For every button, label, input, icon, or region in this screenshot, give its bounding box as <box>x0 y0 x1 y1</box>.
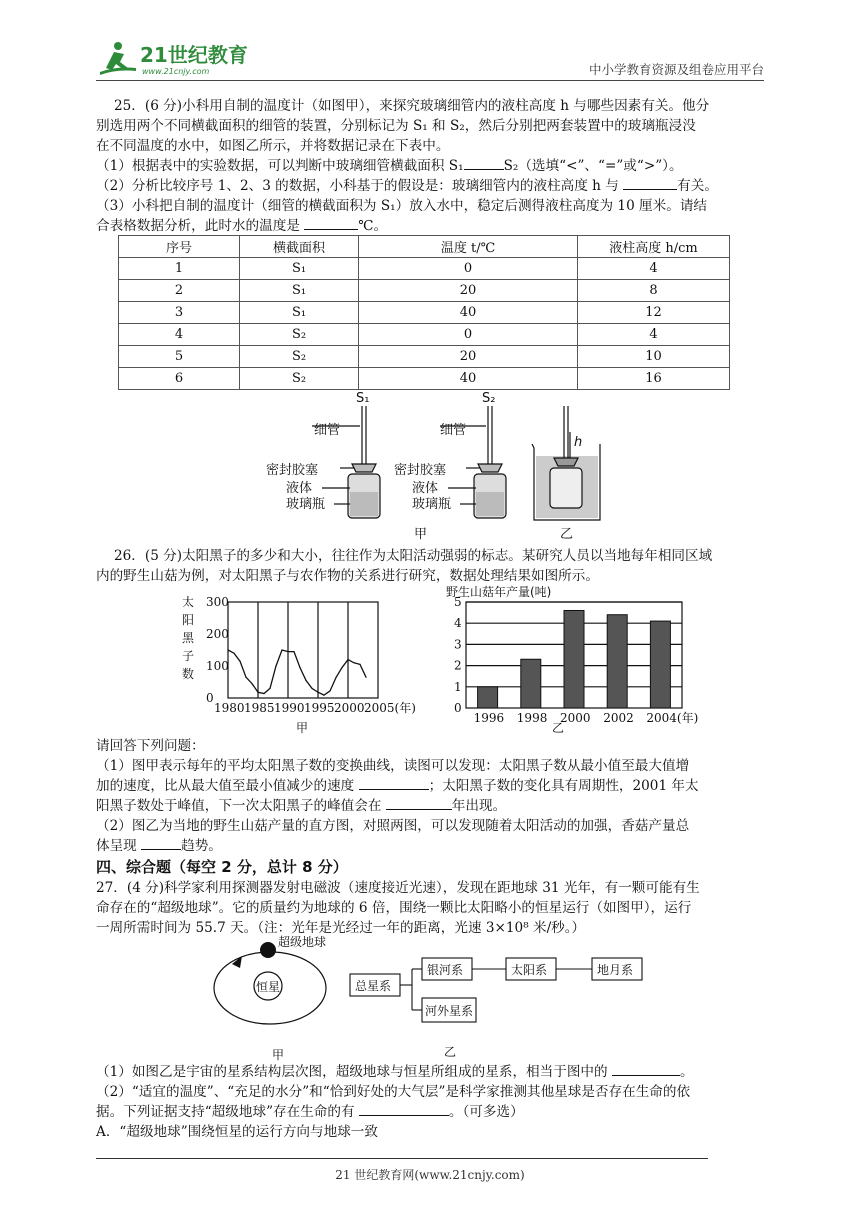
data-point <box>353 662 354 663</box>
x-tick-label: 1996 <box>473 711 505 725</box>
y-tick-label: 4 <box>454 616 462 631</box>
q26-sub2-cont <box>96 836 222 856</box>
data-point <box>293 651 294 652</box>
super-earth-dot <box>260 942 276 958</box>
q25-sub1 <box>96 156 683 176</box>
table-cell: 16 <box>578 368 730 390</box>
q26-sub1-cont <box>96 776 699 796</box>
q27-sub1-tail: 。 <box>679 1064 694 1080</box>
q25-sub2-tail: 有关。 <box>677 178 718 194</box>
fig-jia-label: 甲 <box>272 1048 285 1062</box>
data-point <box>269 688 270 689</box>
data-point <box>251 683 252 684</box>
sunspot-chart <box>178 588 428 736</box>
bar <box>478 687 498 708</box>
table-cell: 5 <box>119 346 240 368</box>
table-row <box>119 258 730 280</box>
data-point <box>365 677 366 678</box>
x-tick-label: 2000 <box>334 701 365 715</box>
y-tick-label: 0 <box>454 701 462 715</box>
q25-sub3-text: 合表格数据分析，此时水的温度是 <box>96 218 300 234</box>
fig-yi-label: 乙 <box>560 527 574 542</box>
y-tick-label: 3 <box>454 637 462 652</box>
data-point <box>287 651 288 652</box>
q26-sub2-tail: 趋势。 <box>181 838 222 854</box>
mushroom-chart <box>436 580 699 736</box>
table-cell: 0 <box>359 324 578 346</box>
q25-sub3-tail: ℃。 <box>358 218 388 234</box>
table-cell: 4 <box>578 324 730 346</box>
section-title: 四、综合题（每空 2 分，总计 8 分） <box>96 858 348 876</box>
data-point <box>323 695 324 696</box>
platform-name: 中小学教育资源及组卷应用平台 <box>588 62 764 77</box>
x-tick-label: 2002 <box>603 711 634 725</box>
q26-sub1: （1）图甲表示每年的平均太阳黑子数的变换曲线，读图可以发现：太阳黑子数从最小值至最大值增 <box>96 758 690 774</box>
bottle-label: 玻璃瓶 <box>412 497 452 512</box>
q27-option-a[interactable]: A．“超级地球”围绕恒星的运行方向与地球一致 <box>96 1124 378 1140</box>
footer-text: 21 世纪教育网(www.21cnjy.com) <box>335 1168 525 1182</box>
x-tick-label: 1985 <box>244 701 275 715</box>
s1-label: S₁ <box>356 391 370 406</box>
bar <box>521 659 541 708</box>
data-point <box>317 692 318 693</box>
ylabel-char: 子 <box>182 649 195 663</box>
x-tick-label: 2004(年) <box>646 711 699 725</box>
node-zongxingxi: 总星系 <box>355 979 392 993</box>
q25-sub2-text: （2）分析比较序号 1、2、3 的数据，小科基于的假设是：玻璃细管内的液柱高度 h 与 <box>96 178 619 194</box>
q26-please: 请回答下列问题： <box>96 738 205 754</box>
table-cell: 8 <box>578 280 730 302</box>
ylabel-char: 黑 <box>182 631 195 645</box>
galaxy-hierarchy-diagram <box>346 944 656 1064</box>
q27-sub2-cont <box>96 1102 524 1122</box>
ylabel-char: 数 <box>182 667 195 681</box>
q26-line2: 内的野生山菇为例，对太阳黑子与农作物的关系进行研究，数据处理结果如图所示。 <box>96 568 599 584</box>
q25-sub1-tail: S₂（选填“<”、“=”或“>”）。 <box>503 158 683 174</box>
q25-line3: 在不同温度的水中，如图乙所示，并将数据记录在下表中。 <box>96 138 450 154</box>
q26-sub1-text2: 阳黑子数处于峰值，下一次太阳黑子的峰值会在 <box>96 798 382 814</box>
node-yinhexi: 银河系 <box>427 963 464 977</box>
table-row <box>119 324 730 346</box>
x-tick-label: 2005(年) <box>364 701 416 715</box>
h-label: h <box>574 435 583 450</box>
tube-label: 细管 <box>314 423 341 438</box>
answer-blank[interactable] <box>141 836 181 850</box>
bar <box>564 610 584 708</box>
data-point <box>359 664 360 665</box>
table-cell: S₁ <box>240 302 359 324</box>
q27-sub1 <box>96 1062 694 1082</box>
q27-sub1-text: （1）如图乙是宇宙的星系结构层次图，超级地球与恒星所组成的星系，相当于图中的 <box>96 1064 608 1080</box>
stopper-label: 密封胶塞 <box>266 463 319 478</box>
super-earth-label: 超级地球 <box>278 935 327 949</box>
table-cell: S₂ <box>240 346 359 368</box>
tube-label: 细管 <box>440 423 467 438</box>
x-tick-label: 1998 <box>516 711 548 725</box>
chart-caption-jia: 甲 <box>296 721 309 735</box>
liquid-label: 液体 <box>412 481 439 496</box>
table-cell: 2 <box>119 280 240 302</box>
data-point <box>305 680 306 681</box>
y-tick-label: 0 <box>206 691 214 705</box>
data-point <box>311 688 312 689</box>
data-point <box>263 693 264 694</box>
table-cell: S₂ <box>240 368 359 390</box>
table-cell: 12 <box>578 302 730 324</box>
q26-sub2: （2）图乙为当地的野生山菇产量的直方图，对照两图，可以发现随着太阳活动的加强，香菇产量总 <box>96 818 690 834</box>
node-diyuexi: 地月系 <box>597 963 634 977</box>
orbit-diagram <box>206 934 346 1064</box>
s2-label: S₂ <box>482 391 496 406</box>
q26-sub2-text: 体呈现 <box>96 838 137 854</box>
data-point <box>233 653 234 654</box>
table-cell: S₁ <box>240 258 359 280</box>
stopper-label: 密封胶塞 <box>394 463 447 478</box>
answer-blank[interactable] <box>623 176 677 190</box>
q25-sub3: （3）小科把自制的温度计（细管的横截面积为 S₁）放入水中，稳定后测得液柱高度为 10 厘米。请结 <box>96 198 708 214</box>
thermometer-figure <box>250 392 630 542</box>
q26-sub1-tail: ；太阳黑子数的变化具有周期性，2001 年太 <box>428 778 699 794</box>
answer-blank[interactable] <box>386 796 452 810</box>
table-cell: 6 <box>119 368 240 390</box>
table-cell: 10 <box>578 346 730 368</box>
table-header-cell: 液柱高度 h/cm <box>578 236 730 258</box>
answer-blank[interactable] <box>359 1102 449 1116</box>
table-cell: S₂ <box>240 324 359 346</box>
q27-line1: 27．(4 分)科学家利用探测器发射电磁波（速度接近光速），发现在距地球 31 光年，有一颗可能有生 <box>96 880 700 896</box>
q25-sub3-cont <box>96 216 387 236</box>
table-row <box>119 346 730 368</box>
data-point <box>329 690 330 691</box>
star-label: 恒星 <box>256 980 281 994</box>
data-point <box>257 692 258 693</box>
table-cell: 20 <box>359 346 578 368</box>
plot-frame <box>228 602 378 698</box>
data-point <box>275 665 276 666</box>
y-tick-label: 100 <box>206 659 229 673</box>
answer-blank[interactable] <box>612 1062 680 1076</box>
liquid-label: 液体 <box>286 481 313 496</box>
data-point <box>347 659 348 660</box>
y-tick-label: 5 <box>454 595 462 609</box>
table-cell: 1 <box>119 258 240 280</box>
q25-line1: 25．(6 分)小科用自制的温度计（如图甲），来探究玻璃细管内的液柱高度 h 与哪些因素有关。他分 <box>114 98 710 114</box>
chart-title: 野生山菇年产量(吨) <box>446 585 552 599</box>
table-header-cell: 序号 <box>119 236 240 258</box>
node-hewaixingxi: 河外星系 <box>425 1004 474 1018</box>
answer-blank[interactable] <box>359 776 429 790</box>
table-row <box>119 368 730 390</box>
q27-line2: 命存在的“超级地球”。它的质量约为地球的 6 倍，围绕一颗比太阳略小的恒星运行（如图甲），运行 <box>96 900 692 916</box>
q25-sub1-text: （1）根据表中的实验数据，可以判断中玻璃细管横截面积 S₁ <box>96 158 464 174</box>
data-point <box>281 649 282 650</box>
data-point <box>245 677 246 678</box>
logo-url: www.21cnjy.com <box>142 67 210 76</box>
y-tick-label: 2 <box>454 658 462 673</box>
orbit-arrow-icon <box>232 956 242 968</box>
q26-line1: 26．(5 分)太阳黑子的多少和大小，往往作为太阳活动强弱的标志。某研究人员以当地每年相同区域 <box>114 548 713 564</box>
ylabel-char: 阳 <box>182 613 195 627</box>
y-tick-label: 300 <box>206 595 229 609</box>
q27-sub2-text: 据。下列证据支持“超级地球”存在生命的有 <box>96 1104 355 1120</box>
table-cell: S₁ <box>240 280 359 302</box>
q27-sub2-tail: 。（可多选） <box>448 1104 524 1120</box>
answer-blank[interactable] <box>464 156 504 170</box>
table-cell: 20 <box>359 280 578 302</box>
table-header-row <box>119 236 730 258</box>
x-tick-label: 1980 <box>214 701 245 715</box>
data-point <box>341 667 342 668</box>
q25-sub2 <box>96 176 718 196</box>
y-tick-label: 200 <box>206 627 229 641</box>
table-cell: 40 <box>359 368 578 390</box>
logo-title: 21世纪教育 <box>140 43 248 67</box>
fig-jia-label: 甲 <box>414 527 428 542</box>
q27-sub2: （2）“适宜的温度”、“充足的水分”和“恰到好处的大气层”是科学家推测其他星球是否存在生命的依 <box>96 1084 691 1100</box>
table-row <box>119 302 730 324</box>
q26-sub1-cont2 <box>96 796 506 816</box>
fig-yi-label: 乙 <box>444 1045 457 1059</box>
x-tick-label: 1995 <box>304 701 335 715</box>
ylabel-char: 太 <box>182 595 195 609</box>
table-cell: 40 <box>359 302 578 324</box>
table-cell: 4 <box>119 324 240 346</box>
data-table <box>118 235 730 390</box>
table-header-cell: 横截面积 <box>240 236 359 258</box>
bottle-label: 玻璃瓶 <box>286 497 326 512</box>
x-tick-label: 1990 <box>274 701 305 715</box>
data-point <box>299 667 300 668</box>
q26-sub1-tail2: 年出现。 <box>451 798 507 814</box>
sunspot-series-line <box>228 650 366 695</box>
q25-line2: 别选用两个不同横截面积的细管的装置，分别标记为 S₁ 和 S₂，然后分别把两套装置中的玻璃瓶浸没 <box>96 118 696 134</box>
data-point <box>335 677 336 678</box>
node-taiyangxi: 太阳系 <box>511 963 548 977</box>
bar <box>607 615 627 708</box>
y-tick-label: 1 <box>454 679 462 694</box>
q26-sub1-text: 加的速度，比从最大值至最小值减少的速度 <box>96 778 355 794</box>
data-point <box>227 649 228 650</box>
table-cell: 0 <box>359 258 578 280</box>
site-logo <box>96 38 256 84</box>
table-cell: 4 <box>578 258 730 280</box>
table-cell: 3 <box>119 302 240 324</box>
chart-caption-yi: 乙 <box>552 721 565 735</box>
q27-line3: 一周所需时间为 55.7 天。（注：光年是光经过一年的距离，光速 3×10⁸ 米/秒。） <box>96 920 586 936</box>
footer-divider <box>96 1158 708 1159</box>
bar <box>650 621 670 708</box>
answer-blank[interactable] <box>304 216 358 230</box>
table-header-cell: 温度 t/℃ <box>359 236 578 258</box>
table-row <box>119 280 730 302</box>
data-point <box>239 661 240 662</box>
header-divider <box>96 80 764 81</box>
x-tick-label: 2000 <box>560 711 591 725</box>
